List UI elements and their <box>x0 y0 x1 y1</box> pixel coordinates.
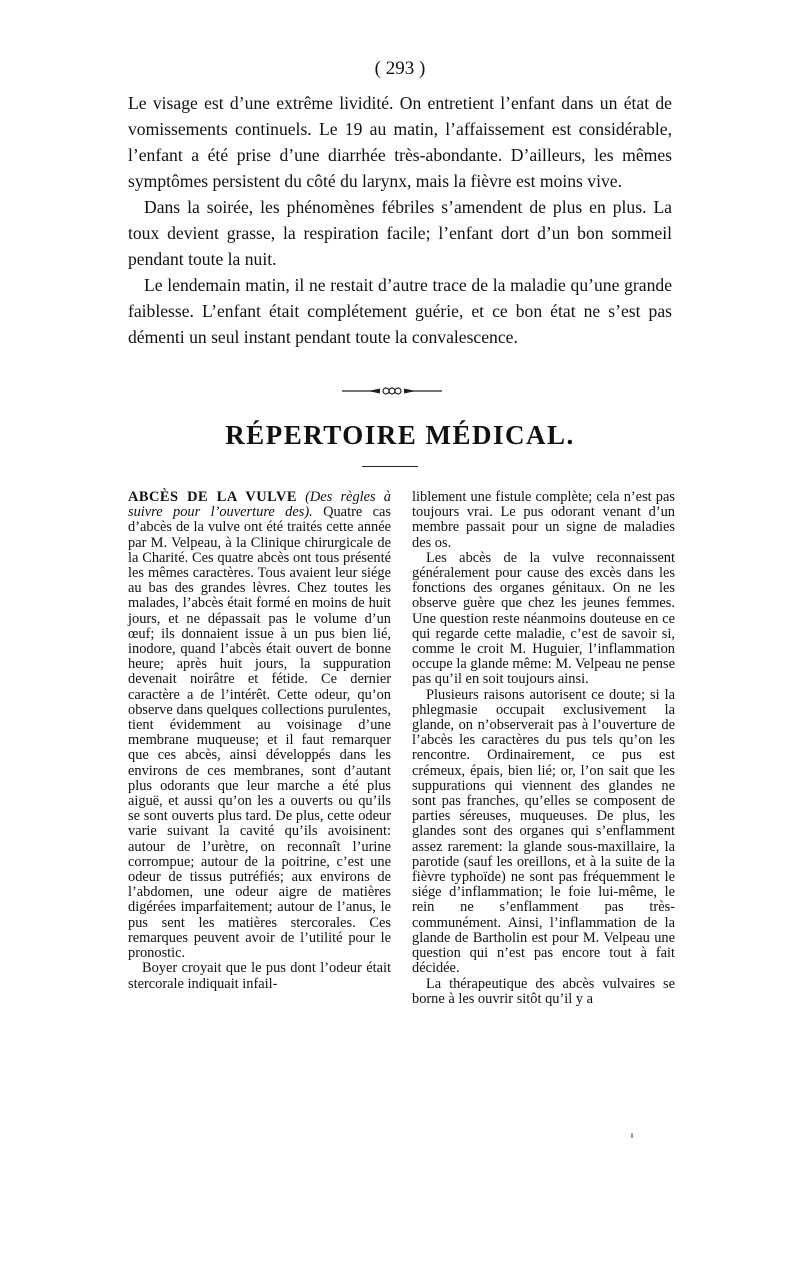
intro-paragraph: Le lendemain matin, il ne restait d’autre trace de la maladie qu’une grande faiblesse. L’enfant était complétement guérie, et ce bon état ne s’est pas démenti un seul instant pendant toute la convalescence. <box>128 275 672 347</box>
entry-paragraph <box>128 490 391 961</box>
print-speck <box>631 1133 633 1138</box>
body-paragraph: Les abcès de la vulve reconnaissent généralement pour cause des excès dans les fonctions des organes génitaux. On ne les observe guère que chez les jeunes femmes. Une question reste néanmoins douteuse en ce qui regarde cette maladie, c’est de savoir si, comme le croit M. Huguier, l’inflammation occupe la glande même: M. Velpeau ne pense pas qu’il en soit toujours ainsi. <box>412 549 675 688</box>
intro-text <box>128 90 672 350</box>
intro-paragraph: Dans la soirée, les phénomènes fébriles s’amendent de plus en plus. La toux devient grasse, la respiration facile; l’enfant dort d’un bon sommeil pendant toute la nuit. <box>128 197 672 269</box>
entry-body: Quatre cas d’abcès de la vulve ont été traités cette année par M. Velpeau, à la Clinique chirurgicale de la Charité. Ces quatre abcès ont tous présenté les mêmes caractères. Tous avaient leur siége au bas des grandes lèvres. Chez toutes les malades, l’abcès était formé en moins de huit jours, et ne dépassait pas le volume d’un œuf; ils donnaient issue à un pus bien lié, inodore, quand l’abcès était ouvert de bonne heure; après huit jours, la suppuration devenait noirâtre et fétide. Ce dernier caractère a de l’intérêt. Cette odeur, qu’on observe dans quelques collections purulentes, tient évidemment au voisinage d’une membrane muqueuse; et il faut remarquer que ces abcès, ainsi développés dans les environs de ces membranes, sont d’autant plus odorants que leur marche a été plus aiguë, et aussi qu’on les a ouverts ou qu’ils se sont ouverts plus tard. De plus, cette odeur varie suivant la cavité qu’ils avoisinent: autour de l’urètre, on reconnaît l’urine corrompue; autour de la poitrine, c’est une odeur de tissus putréfiés; aux environs de l’abdomen, une odeur aigre de matières digérées imparfaitement; autour de l’anus, le pus sent les matières stercorales. Ces remarques peuvent avoir de l’utilité pour le pronostic. <box>128 504 391 962</box>
body-paragraph: Boyer croyait que le pus dont l’odeur était stercorale indiquait infail- <box>128 960 391 992</box>
intro-paragraph: Le visage est d’une extrême lividité. On entretient l’enfant dans un état de vomissements continuels. Le 19 au matin, l’affaissement est considérable, l’enfant a été prise d’une diarrhée très-abondante. D’ailleurs, les mêmes symptômes persistent du côté du larynx, mais la fièvre est moins vive. <box>128 93 672 191</box>
body-paragraph: Plusieurs raisons autorisent ce doute; si la phlegmasie occupait exclusivement la glande, on n’observerait pas à l’ouverture de l’abcès les caractères du pus tels qu’on les rencontre. Ordinairement, ce pus est crémeux, épais, bien lié; or, l’on sait que les suppurations qui viennent des glandes ne sont pas franches, qu’elles se composent de parties séreuses, muqueuses. De plus, les glandes sont des organes qui s’enflamment assez rarement: la glande sous-maxillaire, la parotide (sauf les oreillons, et à la suite de la fièvre typhoïde) ne sont pas fréquemment le siége d’inflammation; le foie lui-même, le rein ne s’enflamment pas très-communément. Ainsi, l’inflammation de la glande de Bartholin est pour M. Velpeau une question qui n’est pas encore tout à fait décidée. <box>412 686 675 977</box>
body-paragraph: liblement une fistule complète; cela n’est pas toujours vrai. Le pus odorant venant d’un membre passait pour un signe de maladies des os. <box>412 489 675 551</box>
body-paragraph: La thérapeutique des abcès vulvaires se borne à les ouvrir sitôt qu’il y a <box>412 975 675 1007</box>
entry-subtitle: (Des règles à suivre pour l’ouverture des). <box>128 489 391 521</box>
entry-title: ABCÈS DE LA VULVE <box>128 489 297 505</box>
left-column <box>128 490 391 992</box>
section-title: RÉPERTOIRE MÉDICAL. <box>225 420 575 450</box>
page-number: ( 293 ) <box>374 58 426 79</box>
right-column <box>412 490 675 1007</box>
title-underline <box>362 466 418 467</box>
ornament-divider <box>340 384 444 398</box>
